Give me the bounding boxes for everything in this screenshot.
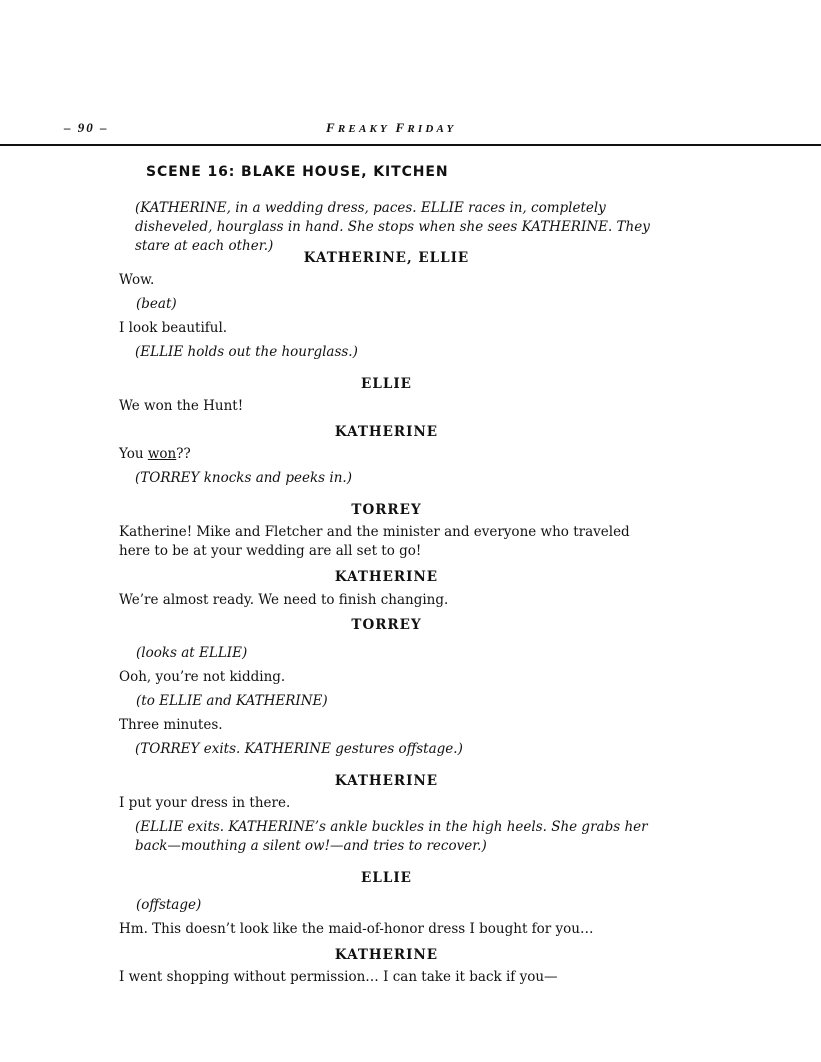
dialogue-text: You	[119, 446, 148, 462]
parenthetical: (to ELLIE and KATHERINE)	[136, 693, 328, 709]
parenthetical: (offstage)	[136, 897, 202, 913]
dialogue-line: I went shopping without permission… I can take it back if you—	[119, 969, 558, 985]
character-name: KATHERINE	[334, 947, 439, 963]
stage-direction: (TORREY knocks and peeks in.)	[135, 470, 352, 486]
dialogue-line: I put your dress in there.	[119, 795, 291, 811]
character-name: TORREY	[351, 502, 422, 518]
page-header	[0, 0, 821, 148]
dialogue-text: ??	[176, 446, 191, 462]
character-name: KATHERINE, ELLIE	[303, 250, 470, 266]
dialogue-line: Ooh, you’re not kidding.	[119, 669, 286, 685]
header-rule	[0, 144, 821, 146]
character-name: KATHERINE	[334, 569, 439, 585]
dialogue-line: Katherine! Mike and Fletcher and the minister and everyone who traveled here to be at your wedding are all set to go!	[119, 524, 630, 559]
underlined-word: won	[147, 446, 177, 462]
dialogue-line	[119, 445, 659, 464]
dialogue-line: Three minutes.	[119, 717, 223, 733]
running-title: FREAKY FRIDAY	[326, 120, 457, 135]
character-name: KATHERINE	[334, 424, 439, 440]
dialogue-line: I look beautiful.	[119, 320, 228, 336]
scene-heading: SCENE 16: BLAKE HOUSE, KITCHEN	[146, 164, 449, 180]
stage-direction: (TORREY exits. KATHERINE gestures offstage.)	[135, 741, 463, 757]
page-number: – 90 –	[64, 120, 109, 135]
dialogue-line: We won the Hunt!	[119, 398, 244, 414]
stage-direction: (KATHERINE, in a wedding dress, paces. ELLIE races in, completely disheveled, hourglass in hand. She stops when she sees KATHERINE. They stare at each other.)	[135, 200, 650, 254]
character-name: ELLIE	[361, 870, 412, 886]
character-name: ELLIE	[361, 376, 412, 392]
stage-direction: (ELLIE holds out the hourglass.)	[135, 344, 358, 360]
stage-direction: (ELLIE exits. KATHERINE’s ankle buckles in the high heels. She grabs her back—mouthing a silent ow!—and tries to recover.)	[135, 819, 648, 854]
character-name: KATHERINE	[334, 773, 439, 789]
dialogue-line: We’re almost ready. We need to finish changing.	[119, 592, 449, 608]
parenthetical: (beat)	[136, 296, 177, 312]
character-name: TORREY	[351, 617, 422, 633]
dialogue-line: Wow.	[119, 272, 155, 288]
parenthetical: (looks at ELLIE)	[136, 645, 248, 661]
dialogue-line: Hm. This doesn’t look like the maid-of-honor dress I bought for you…	[119, 921, 594, 937]
